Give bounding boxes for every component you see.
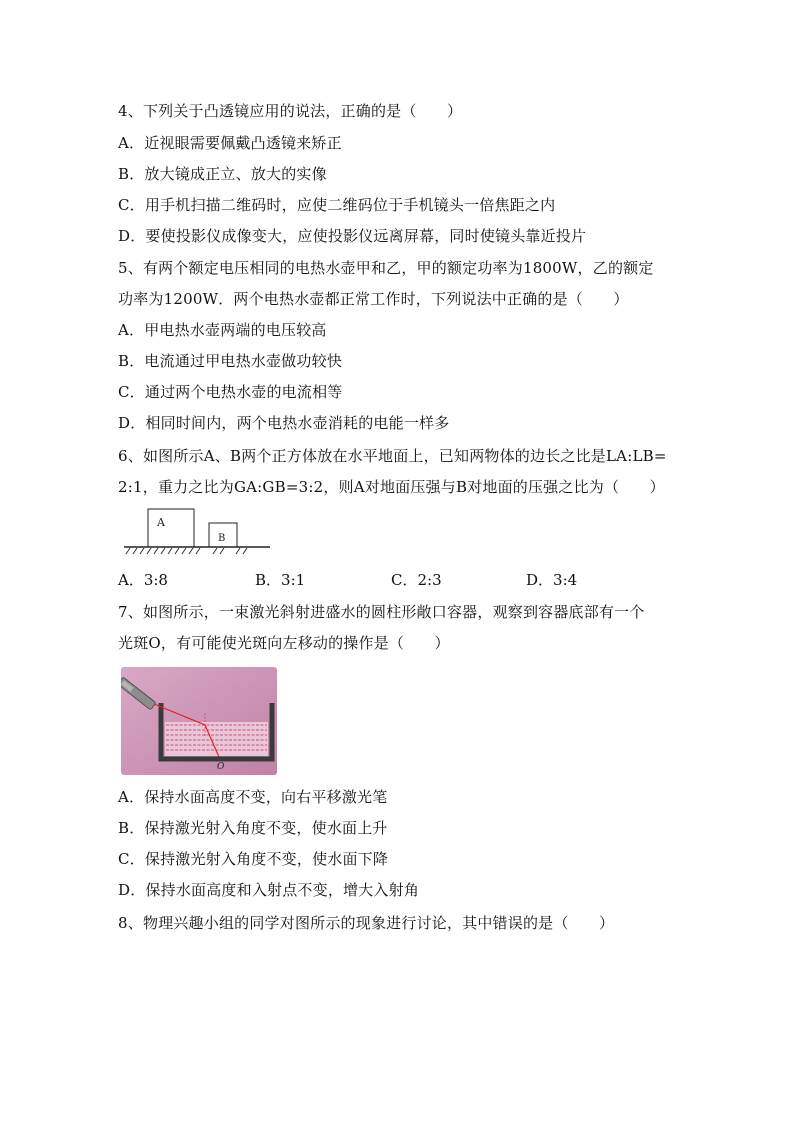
- q6-choice-b: B．3:1: [255, 571, 306, 589]
- q7-option-b: B．保持激光射入角度不变，使水面上升: [118, 819, 388, 837]
- q5-option-d: D．相同时间内，两个电热水壶消耗的电能一样多: [118, 414, 450, 432]
- q5-option-a: A．甲电热水壶两端的电压较高: [118, 321, 327, 339]
- q5-stem-line1: 5、有两个额定电压相同的电热水壶甲和乙，甲的额定功率为1800W，乙的额定: [118, 259, 654, 277]
- cube-b-label: B: [218, 533, 226, 544]
- q4-option-d: D．要使投影仪成像变大，应使投影仪远离屏幕，同时使镜头靠近投片: [118, 227, 587, 245]
- cube-a: [148, 509, 194, 547]
- cubes-figure: [122, 505, 274, 557]
- q7-stem-line2: 光斑O，有可能使光斑向左移动的操作是（ ）: [118, 634, 450, 652]
- spot-o-label: O: [217, 762, 225, 772]
- q4-option-b: B．放大镜成正立、放大的实像: [118, 165, 327, 183]
- q7-option-c: C．保持激光射入角度不变，使水面下降: [118, 850, 389, 868]
- q6-choices: [118, 569, 638, 589]
- q5-option-c: C．通过两个电热水壶的电流相等: [118, 383, 343, 401]
- q6-choice-a: A．3:8: [118, 571, 168, 589]
- q6-choice-d: D．3:4: [526, 571, 578, 589]
- q5-stem-line2: 功率为1200W．两个电热水壶都正常工作时，下列说法中正确的是（ ）: [118, 290, 629, 308]
- q4-stem: 4、下列关于凸透镜应用的说法，正确的是（ ）: [118, 102, 463, 120]
- q8-stem: 8、物理兴趣小组的同学对图所示的现象进行讨论，其中错误的是（ ）: [118, 914, 615, 932]
- q4-option-c: C．用手机扫描二维码时，应使二维码位于手机镜头一倍焦距之内: [118, 196, 556, 214]
- ground-hatching: [126, 548, 247, 554]
- q6-stem-line1: 6、如图所示A、B两个正方体放在水平地面上，已知两物体的边长之比是LA:LB=: [118, 447, 667, 465]
- q6-choice-c: C．2:3: [391, 571, 442, 589]
- q7-option-a: A．保持水面高度不变，向右平移激光笔: [118, 788, 388, 806]
- q6-stem-line2: 2:1，重力之比为GA:GB=3:2，则A对地面压强与B对地面的压强之比为（ ）: [118, 478, 665, 496]
- q5-option-b: B．电流通过甲电热水壶做功较快: [118, 352, 343, 370]
- q7-stem-line1: 7、如图所示，一束激光斜射进盛水的圆柱形敞口容器，观察到容器底部有一个: [118, 603, 645, 621]
- cube-a-label: A: [157, 516, 165, 529]
- q4-option-a: A．近视眼需要佩戴凸透镜来矫正: [118, 134, 342, 152]
- laser-container-figure: [121, 667, 277, 775]
- q7-option-d: D．保持水面高度和入射点不变，增大入射角: [118, 881, 420, 899]
